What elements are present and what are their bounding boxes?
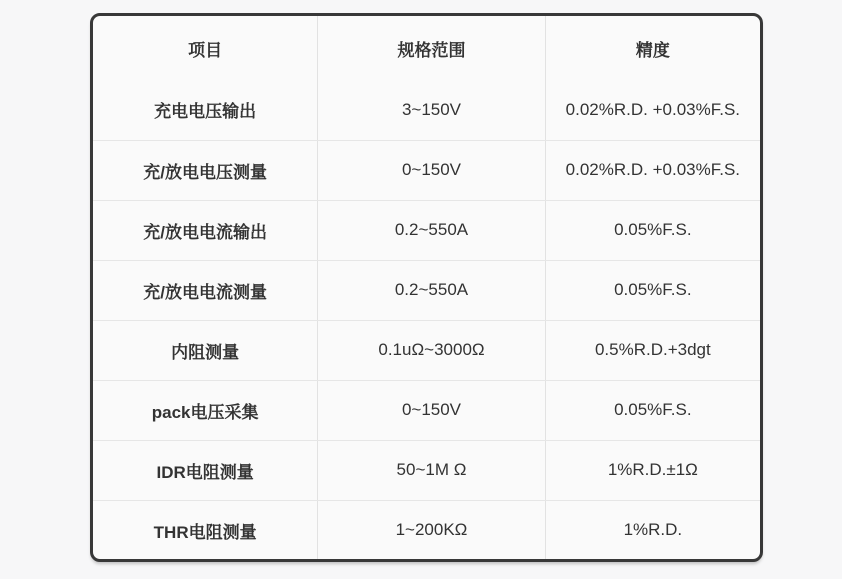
table-row bbox=[93, 260, 760, 320]
cell-accuracy: 0.5%R.D.+3dgt bbox=[545, 320, 760, 380]
table-row bbox=[93, 140, 760, 200]
column-header-accuracy: 精度 bbox=[635, 40, 670, 60]
cell-range: 0.2~550A bbox=[318, 260, 545, 320]
cell-accuracy: 0.05%F.S. bbox=[545, 260, 760, 320]
spec-table bbox=[93, 16, 760, 560]
header-row bbox=[93, 16, 760, 80]
spec-table-container bbox=[90, 13, 763, 562]
cell-item: 充电电压输出 bbox=[93, 80, 318, 140]
cell-accuracy: 0.05%F.S. bbox=[545, 200, 760, 260]
column-header-item: 项目 bbox=[93, 16, 318, 80]
cell-accuracy: 0.05%F.S. bbox=[545, 380, 760, 440]
cell-range: 0.2~550A bbox=[318, 200, 545, 260]
cell-accuracy: 0.02%R.D. +0.03%F.S. bbox=[545, 80, 760, 140]
cell-range: 0.1uΩ~3000Ω bbox=[318, 320, 545, 380]
table-row bbox=[93, 380, 760, 440]
cell-item: 充/放电电流输出 bbox=[93, 200, 318, 260]
cell-item: 充/放电电流测量 bbox=[93, 260, 318, 320]
cell-range: 3~150V bbox=[318, 80, 545, 140]
column-header-range: 规格范围 bbox=[318, 16, 545, 80]
cell-accuracy: 0.02%R.D. +0.03%F.S. bbox=[545, 140, 760, 200]
cell-item: pack电压采集 bbox=[93, 380, 318, 440]
table-row bbox=[93, 80, 760, 140]
table-row bbox=[93, 440, 760, 500]
cell-accuracy: 1%R.D.±1Ω bbox=[545, 440, 760, 500]
cell-item: 充/放电电压测量 bbox=[93, 140, 318, 200]
cell-range: 50~1M Ω bbox=[318, 440, 545, 500]
cell-accuracy: 1%R.D. bbox=[623, 520, 683, 540]
cell-range: 0~150V bbox=[318, 140, 545, 200]
table-row bbox=[93, 320, 760, 380]
cell-item: 内阻测量 bbox=[93, 320, 318, 380]
cell-range: 1~200KΩ bbox=[318, 500, 545, 560]
table-row bbox=[93, 200, 760, 260]
cell-item: IDR电阻测量 bbox=[93, 440, 318, 500]
table-row bbox=[93, 500, 760, 560]
cell-range: 0~150V bbox=[318, 380, 545, 440]
cell-item: THR电阻测量 bbox=[93, 500, 318, 560]
